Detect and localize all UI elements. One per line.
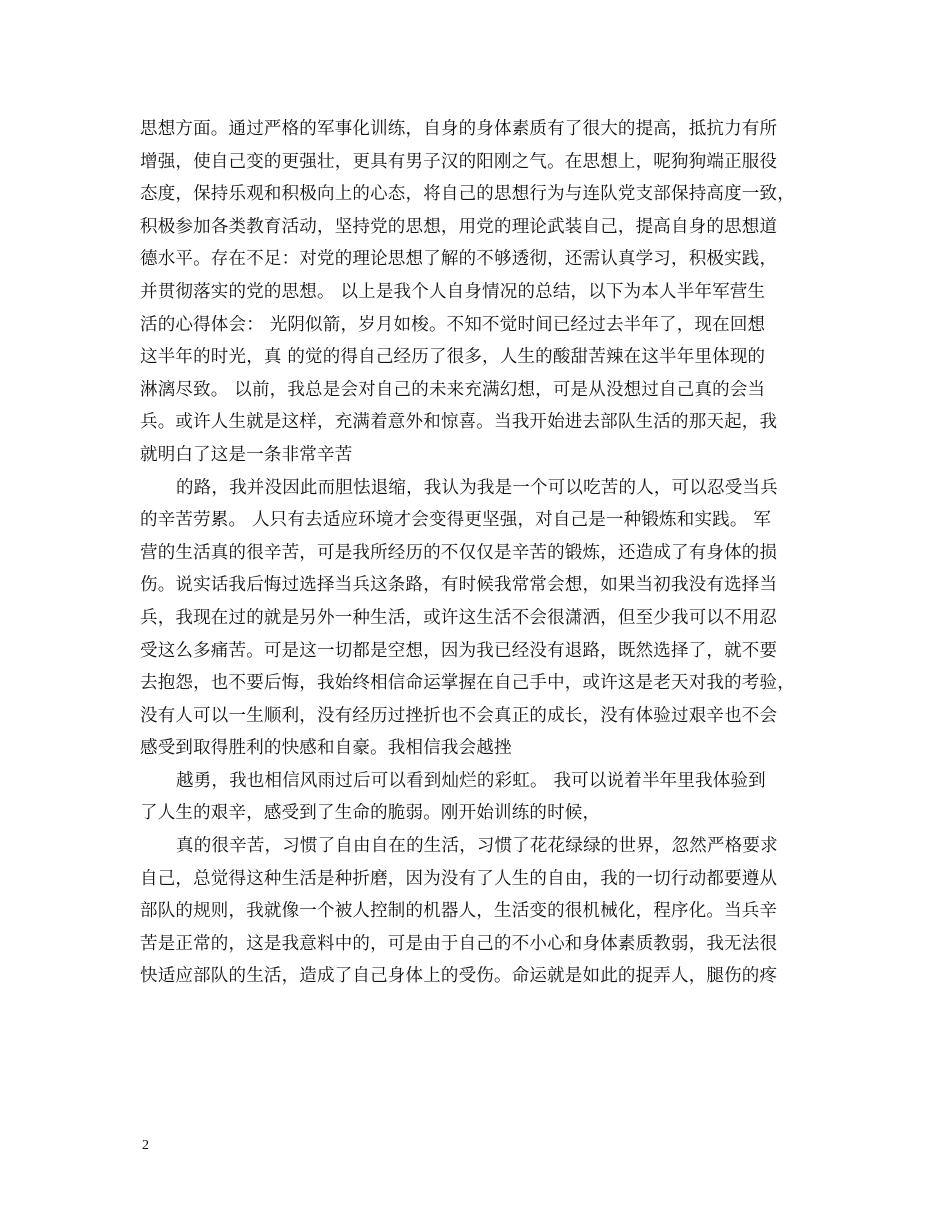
paragraph — [140, 830, 830, 993]
text-line: 活的心得体会： 光阴似箭，岁月如梭。不知不觉时间已经过去半年了，现在回想 — [140, 314, 766, 335]
paragraph — [140, 472, 830, 765]
text-line: 感受到取得胜利的快感和自豪。我相信我会越挫 — [140, 738, 512, 759]
text-line: 部队的规则，我就像一个被人控制的机器人，生活变的很机械化，程序化。当兵辛 — [140, 901, 778, 922]
text-line: 快适应部队的生活，造成了自己身体上的受伤。命运就是如此的捉弄人，腿伤的疼 — [140, 966, 778, 987]
text-line: 积极参加各类教育活动，坚持党的思想，用党的理论武装自己，提高自身的思想道 — [140, 216, 778, 237]
text-line: 没有人可以一生顺利，没有经历过挫折也不会真正的成长，没有体验过艰辛也不会 — [140, 705, 778, 726]
text-line: 自己，总觉得这种生活是种折磨，因为没有了人生的自由，我的一切行动都要遵从 — [140, 868, 778, 889]
text-line: 真的很辛苦，习惯了自由自在的生活，习惯了花花绿绿的世界，忽然严格要求 — [176, 836, 778, 857]
text-line: 去抱怨，也不要后悔，我始终相信命运掌握在自己手中，或许这是老天对我的考验， — [140, 673, 795, 694]
text-line: 伤。说实话我后悔过选择当兵这条路，有时候我常常会想，如果当初我没有选择当 — [140, 575, 778, 596]
text-line: 越勇，我也相信风雨过后可以看到灿烂的彩虹。 我可以说着半年里我体验到 — [176, 770, 766, 791]
body-text — [140, 113, 830, 993]
text-line: 营的生活真的很辛苦，可是我所经历的不仅仅是辛苦的锻炼，还造成了有身体的损 — [140, 542, 778, 563]
text-line: 增强，使自己变的更强壮，更具有男子汉的阳刚之气。在思想上，呢狗狗端正服役 — [140, 151, 778, 172]
text-line: 苦是正常的，这是我意料中的，可是由于自己的不小心和身体素质教弱，我无法很 — [140, 933, 778, 954]
text-line: 的路，我并没因此而胆怯退缩，我认为我是一个可以吃苦的人，可以忍受当兵 — [176, 477, 778, 498]
text-line: 并贯彻落实的党的思想。 以上是我个人自身情况的总结，以下为本人半年军营生 — [140, 281, 766, 302]
paragraph — [140, 113, 830, 472]
text-line: 兵，我现在过的就是另外一种生活，或许这生活不会很潇洒，但至少我可以不用忍 — [140, 607, 778, 628]
text-line: 德水平。存在不足：对党的理论思想了解的不够透彻，还需认真学习，积极实践， — [140, 249, 778, 270]
text-line: 了人生的艰辛，感受到了生命的脆弱。刚开始训练的时候， — [140, 803, 601, 824]
text-line: 受这么多痛苦。可是这一切都是空想，因为我已经没有退路，既然选择了，就不要 — [140, 640, 778, 661]
page-number: 2 — [142, 1138, 149, 1153]
text-line: 这半年的时光，真 的觉的得自己经历了很多，人生的酸甜苦辣在这半年里体现的 — [140, 347, 766, 368]
text-line: 淋漓尽致。 以前，我总是会对自己的未来充满幻想，可是从没想过自己真的会当 — [140, 379, 766, 400]
text-line: 态度，保持乐观和积极向上的心态，将自己的思想行为与连队党支部保持高度一致， — [140, 184, 795, 205]
paragraph — [140, 765, 830, 830]
text-line: 就明白了这是一条非常辛苦 — [140, 444, 353, 465]
text-line: 兵。或许人生就是这样，充满着意外和惊喜。当我开始进去部队生活的那天起，我 — [140, 412, 778, 433]
text-line: 思想方面。通过严格的军事化训练，自身的身体素质有了很大的提高，抵抗力有所 — [140, 119, 778, 139]
text-line: 的辛苦劳累。 人只有去适应环境才会变得更坚强，对自己是一种锻炼和实践。 军 — [140, 510, 772, 531]
